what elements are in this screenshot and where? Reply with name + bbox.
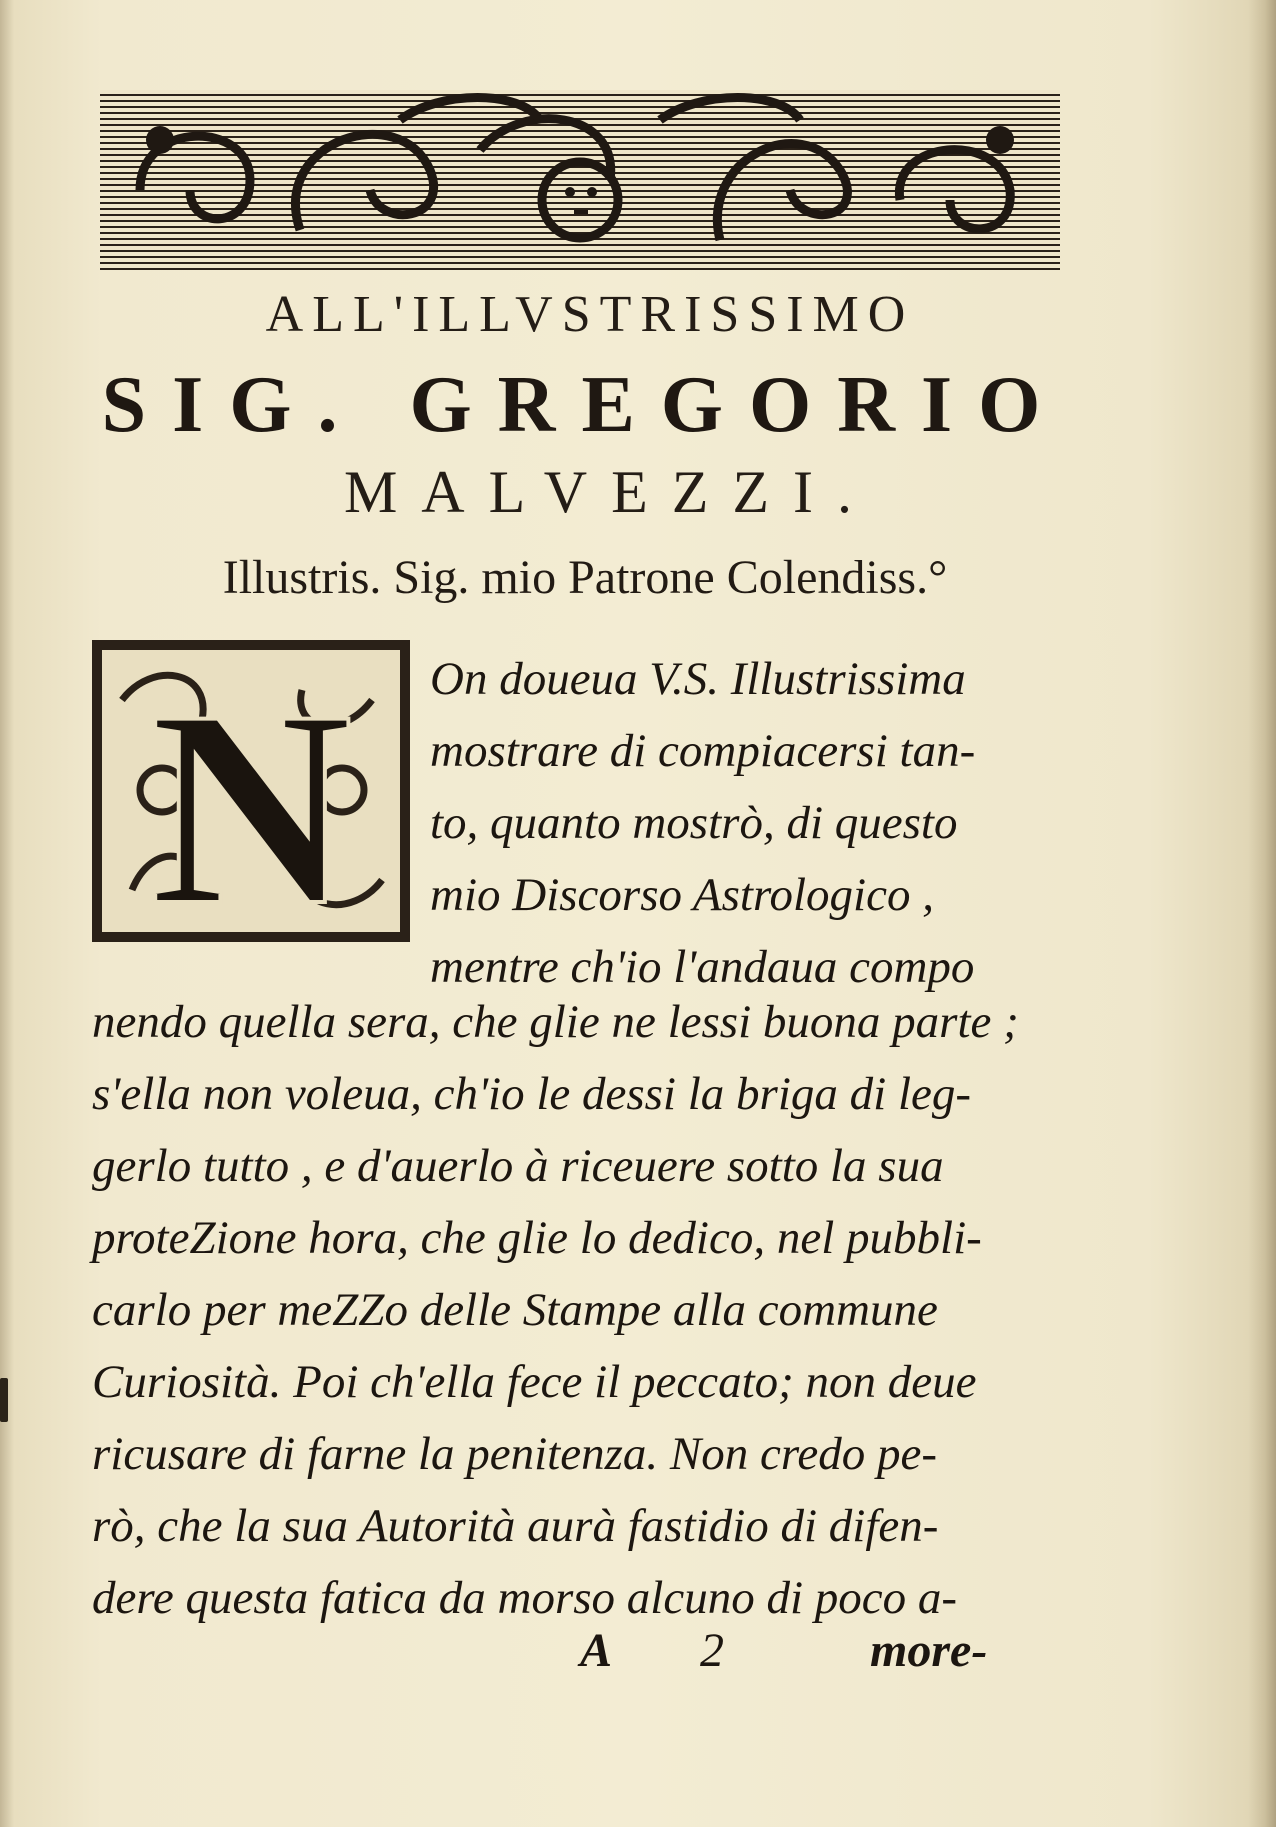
text-line: ricusare di farne la penitenza. Non credo pe- — [92, 1428, 937, 1480]
heading-line-1: ALL'ILLVSTRISSIMO — [265, 286, 915, 343]
text-line: carlo per meZZo delle Stampe alla commune — [92, 1284, 938, 1336]
text-line: to, quanto mostrò, di questo — [430, 797, 958, 849]
text-line: mio Discorso Astrologico , — [430, 869, 934, 921]
text-line: mentre ch'io l'andaua compo — [430, 941, 975, 993]
text-line: rò, che la sua Autorità aurà fastidio di difen- — [92, 1500, 939, 1552]
binding-mark — [0, 1378, 8, 1422]
text-line: On doueua V.S. Illustrissima — [430, 653, 966, 705]
salutation-line: Illustris. Sig. mio Patrone Colendiss.° — [222, 551, 948, 604]
page-gutter-shadow — [0, 0, 14, 1827]
text-line: proteZione hora, che glie lo dedico, nel pubbli- — [92, 1212, 982, 1264]
signature-mark: A — [580, 1624, 613, 1677]
decorated-initial-n — [92, 640, 410, 942]
catchword: more- — [870, 1624, 988, 1677]
leaf-number: 2 — [700, 1624, 724, 1677]
text-line: Curiosità. Poi ch'ella fece il peccato; non deue — [92, 1356, 977, 1408]
initial-letter: N — [149, 652, 353, 942]
text-line: gerlo tutto , e d'auerlo à riceuere sotto la sua — [92, 1140, 944, 1192]
heading-line-3: MALVEZZI. — [343, 459, 877, 525]
text-line: nendo quella sera, che glie ne lessi buona parte ; — [92, 996, 1019, 1048]
page-edge-shadow — [1248, 0, 1276, 1827]
woodcut-headpiece-ornament — [100, 80, 1060, 280]
text-line: dere questa fatica da morso alcuno di poco a- — [92, 1572, 958, 1624]
text-line: s'ella non voleua, ch'io le dessi la briga di leg- — [92, 1068, 972, 1120]
heading-line-2: SIG. GREGORIO — [101, 361, 1067, 449]
text-line: mostrare di compiacersi tan- — [430, 725, 976, 777]
